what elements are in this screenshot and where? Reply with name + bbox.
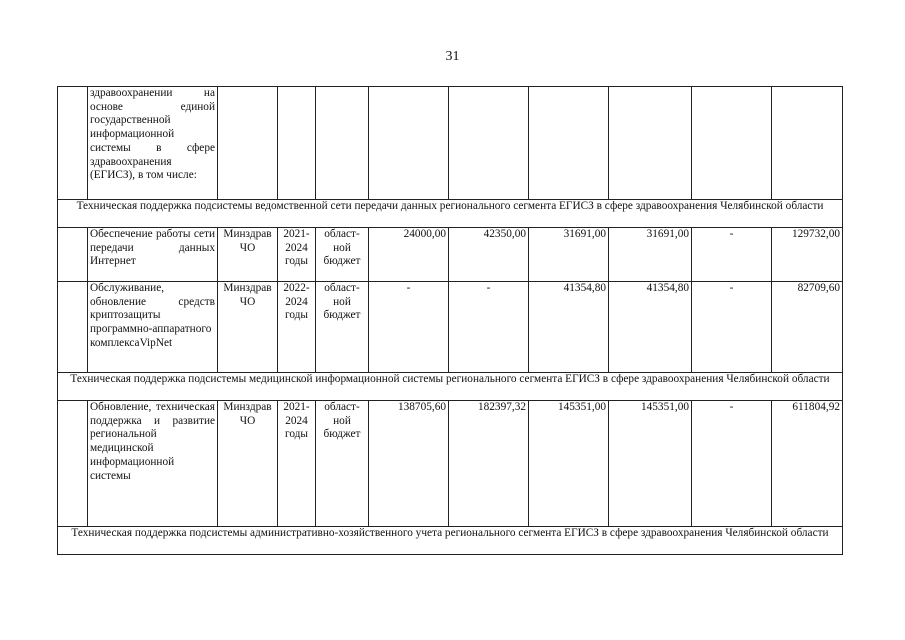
activity-name-cell: Обслуживание, обновление средств криптозащиты программно-аппаратного комплексаVipNet [88, 282, 218, 373]
total-cell: 611804,92 [772, 401, 843, 527]
period-cell [278, 87, 316, 200]
value-cell: - [369, 282, 449, 373]
section-heading: Техническая поддержка подсистемы административно-хозяйственного учета регионального сегмента ЕГИСЗ в сфере здравоохранения Челябинской области [58, 527, 843, 555]
value-cell [609, 87, 692, 200]
row-number-cell [58, 228, 88, 282]
value-cell: 31691,00 [529, 228, 609, 282]
executor-cell [218, 87, 278, 200]
value-cell [369, 87, 449, 200]
row-number-cell [58, 401, 88, 527]
value-cell: 24000,00 [369, 228, 449, 282]
activity-name-cell: Обновление, техническая поддержка и развитие региональной медицинской информационной системы [88, 401, 218, 527]
page-number: 31 [445, 49, 460, 64]
executor-cell: Минздрав ЧО [218, 401, 278, 527]
value-cell: 145351,00 [609, 401, 692, 527]
value-cell [529, 87, 609, 200]
section-row [58, 200, 843, 228]
row-number-cell [58, 87, 88, 200]
value-cell: - [449, 282, 529, 373]
activity-name-cell: здравоохранении на основе единой государственной информационной системы в сфере здравоохранения (ЕГИСЗ), в том числе: [88, 87, 218, 200]
period-cell: 2021-2024 годы [278, 228, 316, 282]
section-row [58, 373, 843, 401]
value-cell: - [692, 401, 772, 527]
value-cell: 41354,80 [529, 282, 609, 373]
total-cell: 82709,60 [772, 282, 843, 373]
table-row [58, 228, 843, 282]
value-cell: 145351,00 [529, 401, 609, 527]
total-cell [772, 87, 843, 200]
section-row [58, 527, 843, 555]
table-row [58, 401, 843, 527]
activity-name-cell: Обеспечение работы сети передачи данных Интернет [88, 228, 218, 282]
value-cell: - [692, 228, 772, 282]
value-cell: 182397,32 [449, 401, 529, 527]
total-cell: 129732,00 [772, 228, 843, 282]
value-cell [449, 87, 529, 200]
source-cell: област-ной бюджет [316, 401, 369, 527]
source-cell [316, 87, 369, 200]
executor-cell: Минздрав ЧО [218, 228, 278, 282]
row-number-cell [58, 282, 88, 373]
section-heading: Техническая поддержка подсистемы ведомственной сети передачи данных регионального сегмента ЕГИСЗ в сфере здравоохранения Челябинской области [58, 200, 843, 228]
value-cell [692, 87, 772, 200]
period-cell: 2021-2024 годы [278, 401, 316, 527]
period-cell: 2022-2024 годы [278, 282, 316, 373]
executor-cell: Минздрав ЧО [218, 282, 278, 373]
value-cell: - [692, 282, 772, 373]
value-cell: 31691,00 [609, 228, 692, 282]
program-activities-table [57, 86, 843, 555]
source-cell: област-ной бюджет [316, 282, 369, 373]
section-heading: Техническая поддержка подсистемы медицинской информационной системы регионального сегмента ЕГИСЗ в сфере здравоохранения Челябинской области [58, 373, 843, 401]
source-cell: област-ной бюджет [316, 228, 369, 282]
value-cell: 42350,00 [449, 228, 529, 282]
value-cell: 41354,80 [609, 282, 692, 373]
value-cell: 138705,60 [369, 401, 449, 527]
table-row [58, 87, 843, 200]
table-row [58, 282, 843, 373]
